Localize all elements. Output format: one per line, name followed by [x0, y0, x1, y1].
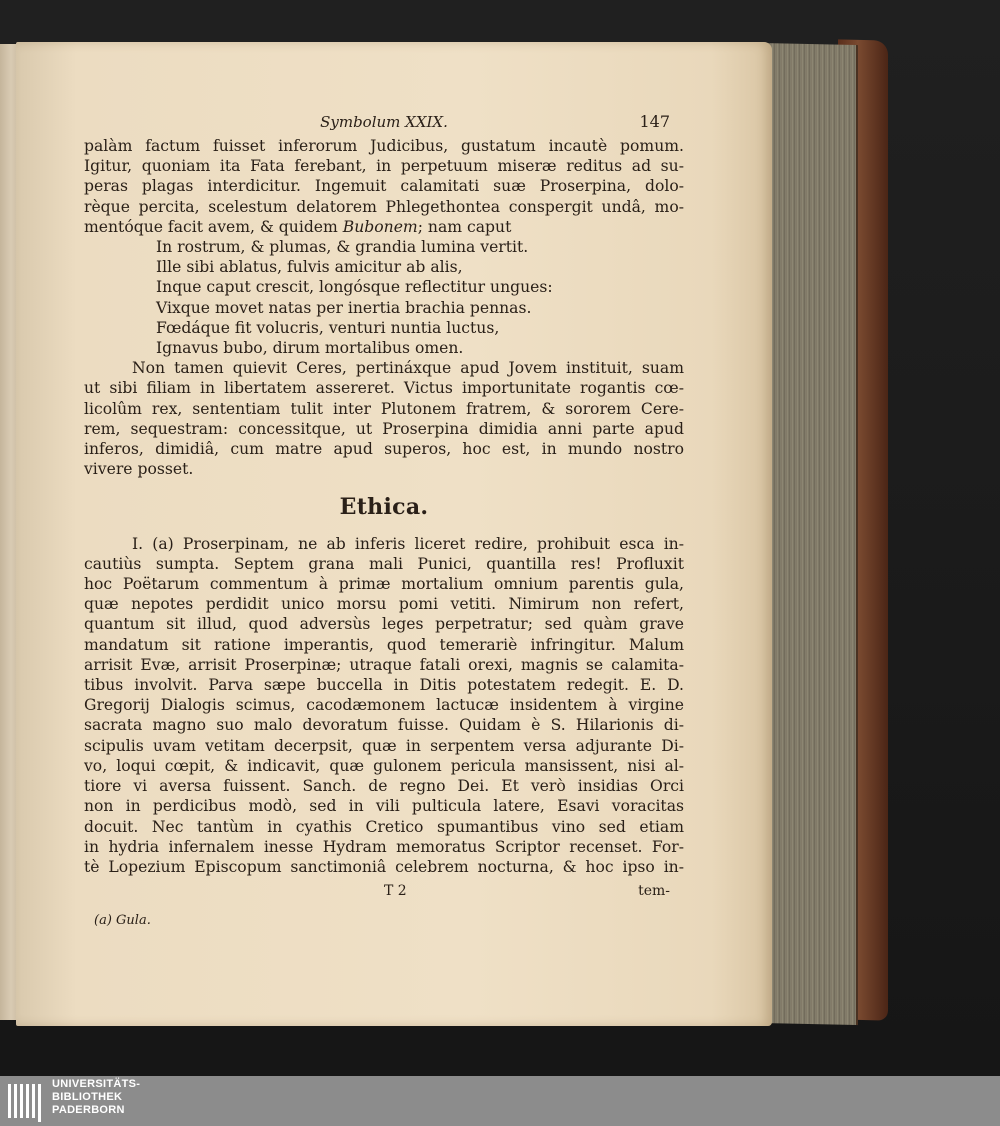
- text-fragment: ; nam caput: [417, 217, 512, 236]
- text-line: Igitur, quoniam ita Fata ferebant, in perpetuum miseræ reditus ad su-: [84, 157, 684, 176]
- text-line: palàm factum fuisset inferorum Judicibus, gustatum incautè pomum.: [84, 137, 684, 155]
- footnote: (a) Gula.: [94, 913, 151, 929]
- verse-line: Vixque movet natas per inertia brachia pennas.: [156, 298, 532, 317]
- text-line: [84, 217, 684, 237]
- page-footer-signature: [84, 881, 684, 905]
- library-name-line: PADERBORN: [52, 1104, 125, 1116]
- text-line: sacrata magno suo malo devoratum fuisse. Quidam è S. Hilarionis di-: [84, 716, 684, 735]
- text-line: inferos, dimidiâ, cum matre apud superos, hoc est, in mundo nostro: [84, 440, 684, 459]
- catchword: tem-: [638, 883, 670, 900]
- page-number: 147: [639, 112, 670, 131]
- text-line: non in perdicibus modò, sed in vili pulticula latere, Esavi voracitas: [84, 797, 684, 816]
- verse-line: Inque caput crescit, longósque reflectitur ungues:: [156, 278, 553, 297]
- text-line: scipulis uvam vetitam decerpsit, quæ in serpentem versa adjurante Di-: [84, 736, 684, 755]
- text-line: tè Lopezium Episcopum sanctimoniâ celebrem nocturna, & hoc ipso in-: [84, 857, 684, 876]
- text-line: cautiùs sumpta. Septem grana mali Punici, quantilla res! Profluxit: [84, 554, 684, 573]
- text-line: tibus involvit. Parva sæpe buccella in Ditis potestatem redegit. E. D.: [84, 676, 684, 695]
- verse-line: Ignavus bubo, dirum mortalibus omen.: [156, 339, 464, 358]
- text-line: quæ nepotes perdidit unico morsu pomi vetiti. Nimirum non refert,: [84, 595, 684, 614]
- text-line: in hydria infernalem inesse Hydram memoratus Scriptor recenset. For-: [84, 837, 684, 856]
- running-title: Symbolum XXIX.: [320, 113, 448, 131]
- text-line: rèque percita, scelestum delatorem Phlegethontea conspergit undâ, mo-: [84, 197, 684, 216]
- text-line: vivere posset.: [84, 460, 194, 479]
- text-line: I. (a) Proserpinam, ne ab inferis liceret redire, prohibuit esca in-: [132, 534, 684, 553]
- text-line: tiore vi aversa fuissent. Sanch. de regno Dei. Et verò insidias Orci: [84, 777, 684, 796]
- text-line: arrisit Evæ, arrisit Proserpinæ; utraque fatali orexi, magnis se calamita-: [84, 655, 684, 674]
- text-line: docuit. Nec tantùm in cyathis Cretico spumantibus vino sed etiam: [84, 817, 684, 836]
- page-text-block: [84, 112, 684, 931]
- text-line: rem, sequestram: concessitque, ut Proserpina dimidia anni parte apud: [84, 419, 684, 438]
- signature-mark: T 2: [384, 883, 407, 900]
- library-logo-icon: [6, 1080, 46, 1122]
- text-line: Non tamen quievit Ceres, pertináxque apud Jovem instituit, suam: [132, 359, 684, 378]
- paragraph-2: [84, 358, 684, 479]
- text-line: peras plagas interdicitur. Ingemuit calamitati suæ Proserpina, dolo-: [84, 177, 684, 196]
- library-name: [52, 1078, 140, 1117]
- text-line: quantum sit illud, quod adversùs leges perpetratur; sed quàm grave: [84, 615, 684, 634]
- running-head: [84, 112, 684, 134]
- paragraph-1: [84, 136, 684, 237]
- text-line: hoc Poëtarum commentum à primæ mortalium omnium parentis gula,: [84, 575, 684, 594]
- text-line: Gregorij Dialogis scimus, cacodæmonem lactucæ insidentem à virgine: [84, 696, 684, 715]
- verse-line: Fœdáque fit volucris, venturi nuntia luctus,: [156, 318, 500, 337]
- book-page: [16, 42, 772, 1026]
- text-line: mandatum sit ratione imperantis, quod temerariè infringitur. Malum: [84, 635, 684, 654]
- text-line: ut sibi filiam in libertatem assereret. Victus importunitate rogantis cœ-: [84, 379, 684, 398]
- text-line: licolûm rex, sententiam tulit inter Plutonem fratrem, & sororem Cere-: [84, 399, 684, 418]
- library-name-line: BIBLIOTHEK: [52, 1091, 123, 1103]
- library-name-line: UNIVERSITÄTS-: [52, 1078, 141, 1090]
- verse-quotation: [84, 237, 684, 358]
- text-line: vo, loqui cœpit, & indicavit, quæ gulonem pericula mansissent, nisi al-: [84, 756, 684, 775]
- verse-line: In rostrum, & plumas, & grandia lumina vertit.: [156, 238, 529, 257]
- section-heading: Ethica.: [339, 494, 429, 521]
- text-fragment: mentóque facit avem, & quidem: [84, 217, 343, 236]
- library-footer-bar: [0, 1076, 1000, 1126]
- ethica-paragraph: [84, 534, 684, 877]
- italic-word: Bubonem: [342, 217, 418, 236]
- verse-line: Ille sibi ablatus, fulvis amicitur ab alis,: [156, 258, 463, 277]
